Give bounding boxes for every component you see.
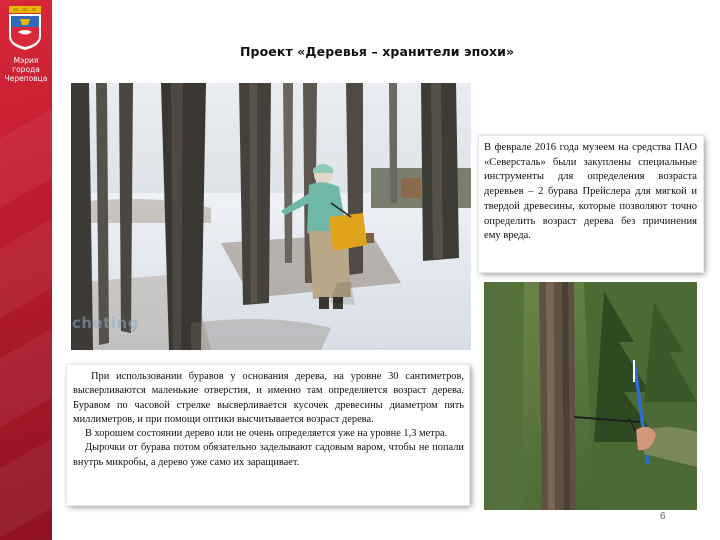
page-number: 6: [660, 511, 666, 522]
method-paragraph-2: В хорошем состоянии дерево или не очень определяется уже на уровне 1,3 метра.: [85, 428, 448, 440]
city-line-2: города: [12, 65, 40, 74]
page-title: Проект «Деревья – хранители эпохи»: [240, 44, 515, 59]
purchase-text: В феврале 2016 года музеем на средства ПАО «Северсталь» были закуплены специальные инструменты для определения возраста деревьев – 2 бурава Прейслера для мягкой и твердой древесины, которые позволяют точно определить возраст дерева без причинения ему вреда.: [484, 142, 697, 242]
city-line-1: Мэрия: [13, 56, 39, 65]
forest-photo: [71, 83, 471, 350]
info-box-purchase: [479, 136, 703, 272]
method-paragraph-1: При использовании буравов у основания дерева, на уровне 30 сантиметров, высверливаются маленькие отверстия, и именно там определяется возраст дерева. Буравом по часовой стрелке высверливается кусочек древесины диаметром пять миллиметров, и при помощи оптики высчитывается возраст дерева.: [73, 371, 464, 425]
watermark-text: cheting: [72, 314, 139, 332]
city-line-3: Череповца: [4, 74, 48, 83]
city-name: [0, 56, 52, 83]
sidebar: [0, 0, 52, 540]
tree-drilling-photo: [484, 282, 697, 510]
info-box-method: [67, 365, 469, 505]
city-coat-of-arms-icon: [6, 6, 44, 50]
method-paragraph-3: Дырочки от бурава потом обязательно заделывают садовым варом, чтобы не попали внутрь микробы, а дерево уже само их заращивает.: [73, 442, 464, 468]
